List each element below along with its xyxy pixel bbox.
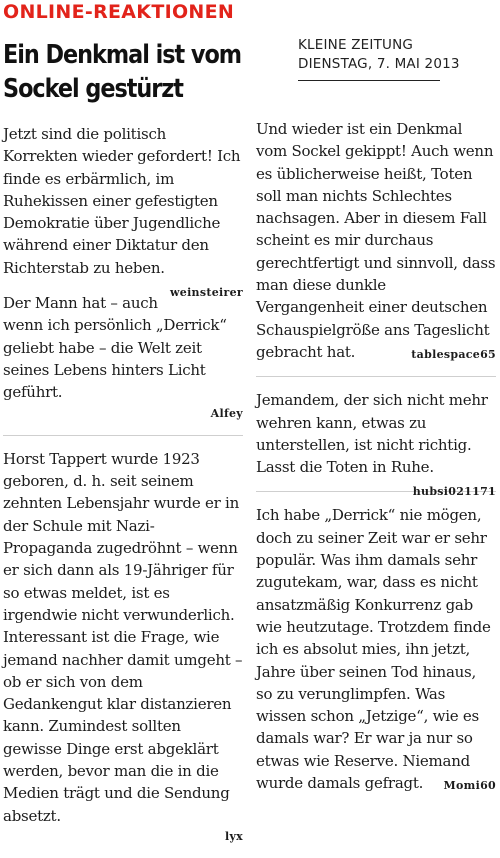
source-underline [298,80,440,81]
reaction-text: Jetzt sind die politisch Korrekten wieder gefordert! Ich finde es erbärmlich, im Ruhekissen einer gefestigten Demokratie über Jugendliche während einer Diktatur den Richterstab zu heben. [3,125,241,277]
reaction-item [3,292,243,422]
reaction-item [3,123,243,300]
right-column [256,118,496,807]
reaction-author: tablespace65 [411,347,496,361]
reaction-text: Horst Tappert wurde 1923 geboren, d. h. seit seinem zehnten Lebensjahr wurde er in der Schule mit Nazi-Propaganda zugedröhnt – wenn er sich dann als 19-Jähriger für so etwas meldet, ist es irgendwie nicht verwunderlich. Interessant ist die Frage, wie jemand nachher damit umgeht – ob er sich von dem Gedankengut klar distanzieren kann. Zumindest sollten gewisse Dinge erst abgeklärt werden, bevor man die in die Medien trägt und die Sendung absetzt. [3,449,243,825]
left-column [3,123,243,858]
source-publication: KLEINE ZEITUNG [298,37,414,53]
reaction-item [256,118,496,363]
reaction-text: Der Mann hat – auch wenn ich persönlich „Derrick“ geliebt habe – die Welt zeit seines Lebens hinters Licht geführt. [3,294,227,402]
page-title: Ein Denkmal ist vom Sockel gestürzt [3,40,242,104]
reaction-item [3,448,243,845]
reaction-text: Jemandem, der sich nicht mehr wehren kann, etwas zu unterstellen, ist nicht richtig. Lasst die Toten in Ruhe. [256,391,488,477]
section-kicker: ONLINE-REAKTIONEN [3,1,235,23]
source-date: DIENSTAG, 7. MAI 2013 [298,56,460,72]
source-info [298,36,488,74]
divider [3,435,243,436]
reaction-item [256,504,496,794]
reaction-text: Und wieder ist ein Denkmal vom Sockel gekippt! Auch wenn es üblicherweise heißt, Toten soll man nichts Schlechtes nachsagen. Aber in diesem Fall scheint es mir durchaus gerechtfertigt und sinnvoll, dass man diese dunkle Vergangenheit einer deutschen Schauspielgröße ans Tageslicht gebracht hat. [256,120,496,361]
divider [256,376,496,377]
reaction-author: weinsteirer [170,286,243,300]
reaction-author: lyx [224,829,243,843]
reaction-item [256,389,496,499]
reaction-author: Alfey [210,406,243,420]
reaction-author: hubsi021171 [412,485,496,499]
reaction-text: Ich habe „Derrick“ nie mögen, doch zu seiner Zeit war er sehr populär. Was ihm damals sehr zugutekam, war, dass es nicht ansatzmäßig Konkurrenz gab wie heutzutage. Trotzdem finde ich es absolut mies, ihn jetzt, Jahre über seinen Tod hinaus, so zu verunglimpfen. Was wissen schon „Jetzige“, wie es damals war? Er war ja nur so etwas wie Reserve. Niemand wurde damals gefragt. [256,506,491,793]
reaction-author: Momi60 [443,779,496,793]
